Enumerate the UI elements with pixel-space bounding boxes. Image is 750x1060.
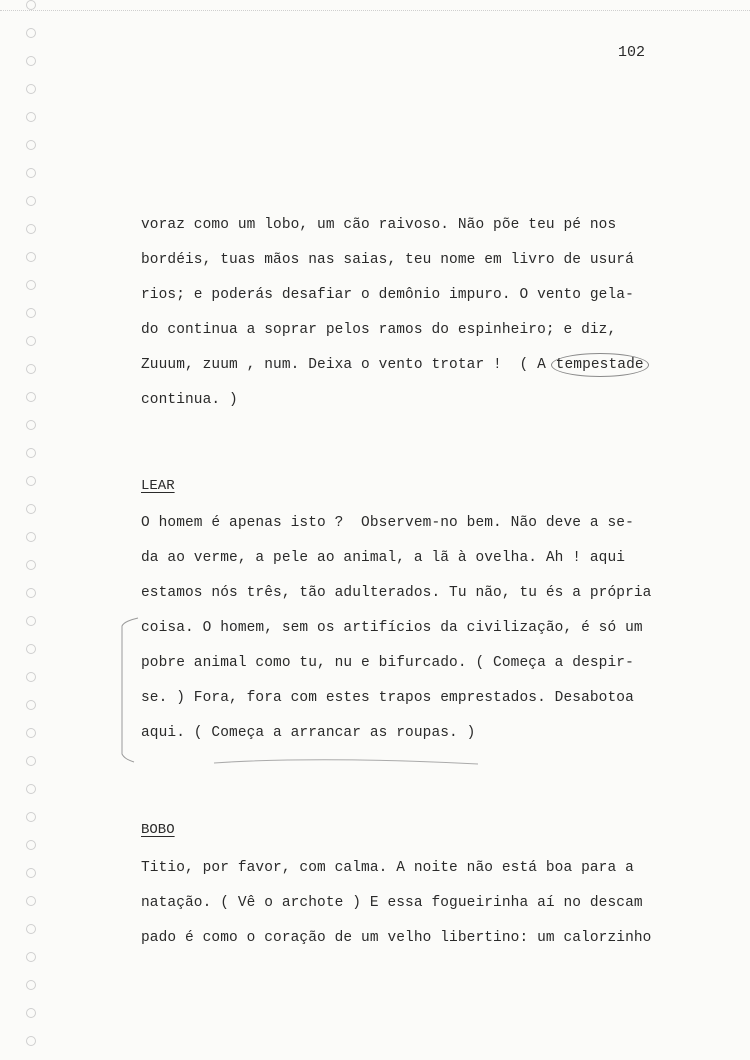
- text-line: natação. ( Vê o archote ) E essa fogueirinha aí no descam: [141, 895, 643, 911]
- binding-hole: [26, 840, 36, 850]
- text-line: pobre animal como tu, nu e bifurcado. ( Começa a despir-: [141, 655, 634, 671]
- binding-hole: [26, 28, 36, 38]
- binding-hole: [26, 672, 36, 682]
- binding-hole: [26, 1008, 36, 1018]
- binding-hole: [26, 812, 36, 822]
- text-line: continua. ): [141, 392, 238, 408]
- binding-hole: [26, 1036, 36, 1046]
- text-line: se. ) Fora, fora com estes trapos emprestados. Desabotoa: [141, 690, 634, 706]
- binding-hole: [26, 476, 36, 486]
- binding-hole: [26, 728, 36, 738]
- binding-hole: [26, 448, 36, 458]
- binding-hole: [26, 420, 36, 430]
- binding-hole: [26, 308, 36, 318]
- binding-hole: [26, 336, 36, 346]
- binding-hole: [26, 392, 36, 402]
- text-line: estamos nós três, tão adulterados. Tu não, tu és a própria: [141, 585, 652, 601]
- text-line: aqui. ( Começa a arrancar as roupas. ): [141, 725, 476, 741]
- text-line: [141, 357, 645, 373]
- margin-bracket-mark: [118, 614, 142, 764]
- binding-hole: [26, 504, 36, 514]
- binding-hole: [26, 560, 36, 570]
- binding-hole: [26, 896, 36, 906]
- text-line: coisa. O homem, sem os artifícios da civilização, é só um: [141, 620, 643, 636]
- binding-hole: [26, 588, 36, 598]
- page-top-edge: [0, 10, 750, 11]
- text-line: Titio, por favor, com calma. A noite não está boa para a: [141, 860, 634, 876]
- binding-hole: [26, 644, 36, 654]
- binding-hole: [26, 924, 36, 934]
- speaker-name-bobo: BOBO: [141, 822, 175, 838]
- circled-word: tempestade: [551, 353, 649, 377]
- text-line: pado é como o coração de um velho libertino: um calorzinho: [141, 930, 652, 946]
- binding-hole: [26, 112, 36, 122]
- binding-holes: [0, 0, 40, 1060]
- binding-hole: [26, 784, 36, 794]
- text-line: rios; e poderás desafiar o demônio impuro. O vento gela-: [141, 287, 634, 303]
- binding-hole: [26, 756, 36, 766]
- text-line: bordéis, tuas mãos nas saias, teu nome em livro de usurá: [141, 252, 634, 268]
- binding-hole: [26, 280, 36, 290]
- pencil-underline-mark: [212, 756, 482, 768]
- text-line: O homem é apenas isto ? Observem-no bem. Não deve a se-: [141, 515, 634, 531]
- text-line-prefix: Zuuum, zuum , num. Deixa o vento trotar ! ( A: [141, 357, 555, 373]
- page-number: 102: [618, 44, 646, 61]
- binding-hole: [26, 224, 36, 234]
- binding-hole: [26, 84, 36, 94]
- binding-hole: [26, 980, 36, 990]
- text-line: voraz como um lobo, um cão raivoso. Não põe teu pé nos: [141, 217, 617, 233]
- binding-hole: [26, 140, 36, 150]
- binding-hole: [26, 616, 36, 626]
- binding-hole: [26, 56, 36, 66]
- binding-hole: [26, 252, 36, 262]
- binding-hole: [26, 364, 36, 374]
- binding-hole: [26, 0, 36, 10]
- text-line: do continua a soprar pelos ramos do espinheiro; e diz,: [141, 322, 617, 338]
- binding-hole: [26, 196, 36, 206]
- binding-hole: [26, 868, 36, 878]
- speaker-name-lear: LEAR: [141, 478, 175, 494]
- text-line: da ao verme, a pele ao animal, a lã à ovelha. Ah ! aqui: [141, 550, 626, 566]
- binding-hole: [26, 168, 36, 178]
- binding-hole: [26, 700, 36, 710]
- binding-hole: [26, 952, 36, 962]
- binding-hole: [26, 532, 36, 542]
